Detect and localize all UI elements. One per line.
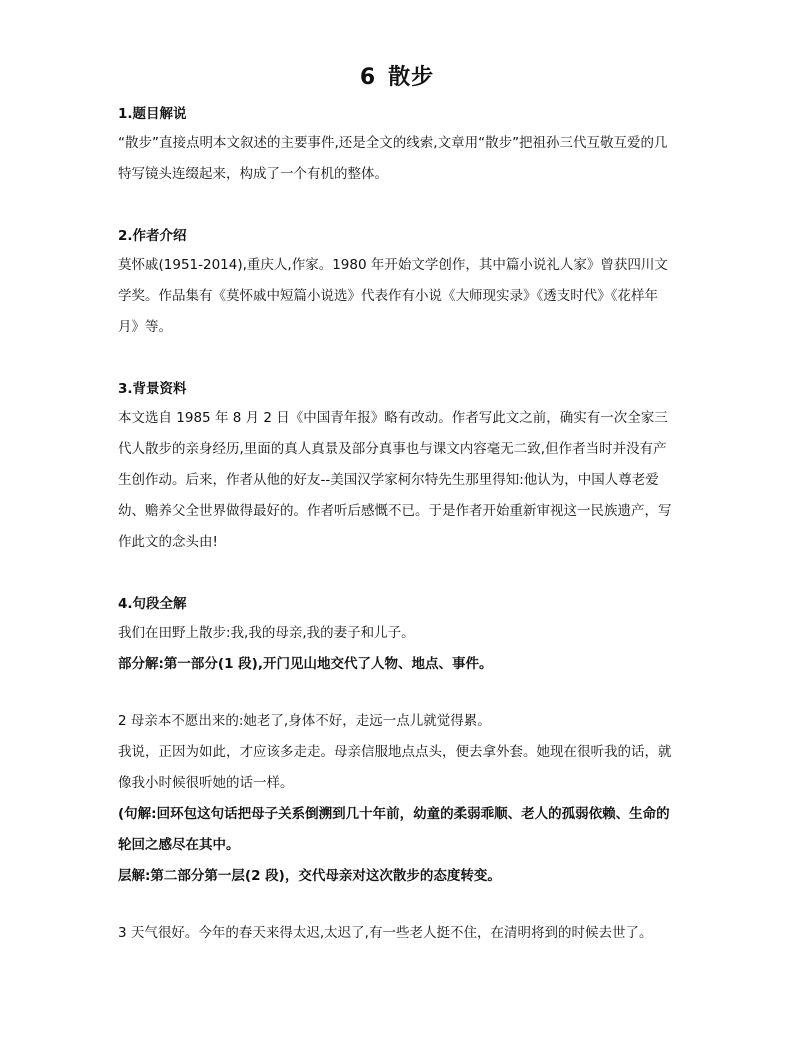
- analysis-part-one-note: 部分解:第一部分(1 段),开门见山地交代了人物、地点、事件。: [118, 656, 493, 672]
- document-body: [118, 100, 678, 949]
- title-text: 散步: [388, 65, 435, 90]
- analysis-line-mother: 2 母亲本不愿出来的:她老了,身体不好，走远一点儿就觉得累。: [118, 713, 491, 729]
- page-title: [0, 60, 794, 91]
- analysis-sentence-note: (句解:回环包这句话把母子关系倒溯到几十年前，幼童的柔弱乖顺、老人的孤弱依赖、生命的轮回之感尽在其中。: [118, 806, 670, 853]
- section-heading-analysis: 4.句段全解: [118, 596, 187, 612]
- analysis-line-walk: 我们在田野上散步:我,我的母亲,我的妻子和儿子。: [118, 625, 415, 641]
- background-paragraph: 本文选自 1985 年 8 月 2 日《中国青年报》略有改动。作者写此文之前，确实有一次全家三代人散步的亲身经历,里面的真人真景及部分真事也与课文内容毫无二致,但作者当时并没有产生创作动。后来，作者从他的好友--美国汉学家柯尔特先生那里得知:他认为，中国人尊老爱幼、赡养父全世界做得最好的。作者听后感慨不已。于是作者开始重新审视这一民族遗产，写作此文的念头由!: [118, 410, 672, 550]
- section-heading-background: 3.背景资料: [118, 381, 187, 397]
- analysis-layer-note: 层解:第二部分第一层(2 段)，交代母亲对这次散步的态度转变。: [118, 868, 501, 884]
- section-heading-author: 2.作者介绍: [118, 228, 187, 244]
- title-number: 6: [359, 65, 377, 90]
- analysis-line-weather: 3 天气很好。今年的春天来得太迟,太迟了,有一些老人挺不住，在清明将到的时候去世了。: [118, 925, 653, 941]
- title-explanation-paragraph: “散步”直接点明本文叙述的主要事件,还是全文的线索,文章用“散步”把祖孙三代互敬互爱的几特写镜头连缀起来，构成了一个有机的整体。: [118, 135, 668, 182]
- analysis-paragraph-mother-agrees: 我说，正因为如此，才应该多走走。母亲信服地点点头，便去拿外套。她现在很听我的话，就像我小时候很听她的话一样。: [118, 744, 672, 791]
- section-heading-title-explanation: 1.题目解说: [118, 106, 187, 122]
- author-paragraph: 莫怀戚(1951-2014),重庆人,作家。1980 年开始文学创作，其中篇小说礼人家》曾获四川文学奖。作品集有《莫怀戚中短篇小说选》代表作有小说《大师现实录》《透支时代》《花样年月》等。: [118, 257, 668, 335]
